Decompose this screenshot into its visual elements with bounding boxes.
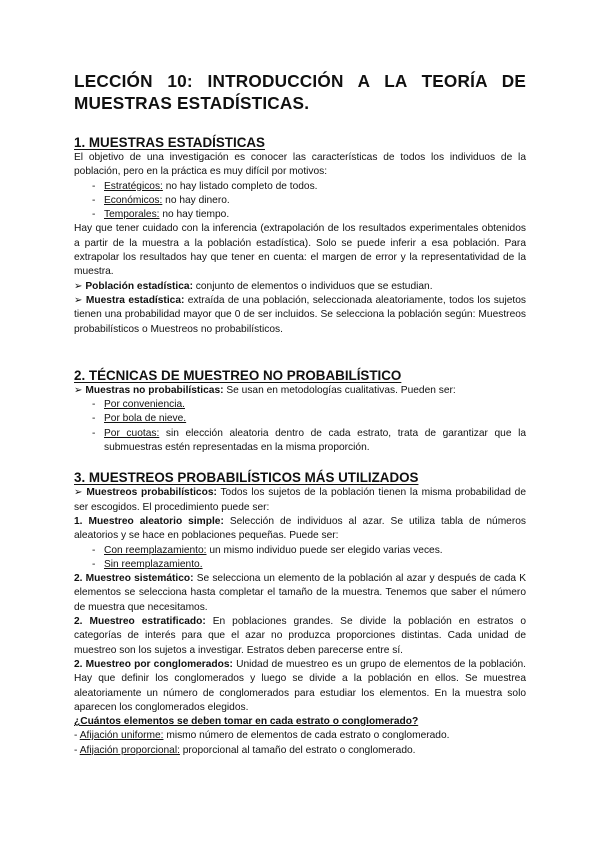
s2-no-probabilisticas: ➢ Muestras no probabilísticas: Se usan en metodologías cualitativas. Pueden ser:	[74, 384, 456, 396]
list-item: - Con reemplazamiento: un mismo individuo puede ser elegido varias veces.	[92, 544, 443, 556]
s1-muestra: ➢ Muestra estadística: extraída de una población, seleccionada aleatoriamente, todos los sujetos tienen una probabilidad mayor que 0 de ser incluidos. Se selecciona la población según: Muestreos probabilísticos o Muestreos no probabilísticos.	[74, 294, 526, 335]
arrow-icon: ➢	[74, 280, 83, 292]
s1-poblacion: ➢ Población estadística: conjunto de elementos o individuos que se estudian.	[74, 280, 433, 292]
list-item: - Sin reemplazamiento.	[92, 558, 203, 570]
arrow-icon: ➢	[74, 384, 83, 396]
s3-conglomerados: 2. Muestreo por conglomerados: Unidad de muestreo es un grupo de elementos de la población. Hay que definir los conglomerados y luego se divide a la población en ellos. Se muestrea aleatoriamente un número de conglomerados para estudiar los elementos. En la muestra solo aparecen los conglomerados elegidos.	[74, 658, 526, 713]
section-1-heading: 1. MUESTRAS ESTADÍSTICAS	[74, 135, 265, 150]
list-item: - Por bola de nieve.	[92, 413, 187, 425]
s3-afijacion-uniforme: - Afijación uniforme: mismo número de elementos de cada estrato o conglomerado.	[74, 730, 450, 742]
arrow-icon: ➢	[74, 487, 83, 499]
list-item: - Estratégicos: no hay listado completo de todos.	[92, 180, 318, 192]
list-item: - Económicos: no hay dinero.	[92, 194, 230, 206]
section-3-heading: 3. MUESTREOS PROBABILÍSTICOS MÁS UTILIZADOS	[74, 470, 419, 486]
list-item: - Por conveniencia.	[92, 399, 185, 411]
s3-probabilisticos: ➢ Muestreos probabilísticos: Todos los sujetos de la población tienen la misma probabilidad de ser escogidos. El procedimiento puede ser:	[74, 487, 526, 513]
s3-question: ¿Cuántos elementos se deben tomar en cada estrato o conglomerado?	[74, 716, 419, 728]
list-item: - Temporales: no hay tiempo.	[92, 209, 230, 221]
s3-sistematico: 2. Muestreo sistemático: Se selecciona un elemento de la población al azar y después de cada K elementos se selecciona hasta completar el tamaño de la muestra. Tenemos que saber el número de muestra que necesitamos.	[74, 573, 526, 613]
s3-estratificado: 2. Muestreo estratificado: En poblaciones grandes. Se divide la población en estratos o categorías de interés para que el azar no produzca proporciones distintas. Cada unidad de muestreo son los sujetos a investigar. Estratos deben parecerse entre sí.	[74, 616, 526, 656]
s1-intro: El objetivo de una investigación es conocer las características de todos los individuos de la población, pero en la práctica es muy difícil por motivos:	[74, 152, 526, 178]
list-item: - Por cuotas: sin elección aleatoria dentro de cada estrato, trata de garantizar que la submuestras estén representadas en la misma proporción.	[92, 427, 526, 454]
section-2-heading: 2. TÉCNICAS DE MUESTREO NO PROBABILÍSTICO	[74, 367, 402, 383]
lesson-title: LECCIÓN 10: INTRODUCCIÓN A LA TEORÍA DE MUESTRAS ESTADÍSTICAS.	[74, 71, 526, 113]
s3-aleatorio-simple: 1. Muestreo aleatorio simple: Selección de individuos al azar. Se utiliza tabla de números aleatorios y se hace en poblaciones pequeñas. Puede ser:	[74, 515, 526, 542]
s3-afijacion-proporcional: - Afijación proporcional: proporcional al tamaño del estrato o conglomerado.	[74, 744, 416, 756]
arrow-icon: ➢	[74, 294, 83, 306]
s1-inference-paragraph: Hay que tener cuidado con la inferencia (extrapolación de los resultados experimentales obtenidos a partir de la muestra a la población estadística). Solo se puede inferir a esa población. Para extrapolar los resultados hay que tener en cuenta: el margen de error y la representatividad de la muestra.	[74, 223, 526, 278]
